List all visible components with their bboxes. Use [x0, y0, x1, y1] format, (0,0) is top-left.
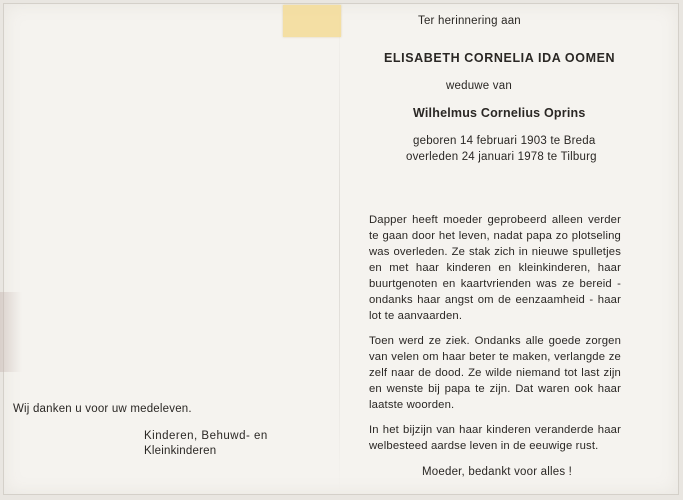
- signature-line-2: Kleinkinderen: [144, 445, 217, 457]
- eulogy-paragraph-1: Dapper heeft moeder geprobeerd alleen verder te gaan door het leven, nadat papa zo plotseling was overleden. Ze stak zich in nieuwe spulletjes en met haar kinderen en kleinkinderen, haar buurtgenoten en kaartvrienden was ze bereid - ondanks haar angst om de eenzaamheid - haar lot te aanvaarden.: [369, 214, 621, 322]
- relation-text: weduwe van: [446, 80, 512, 92]
- thanks-line: Wij danken u voor uw medeleven.: [13, 403, 192, 415]
- adhesive-tape: [283, 5, 341, 37]
- spouse-name: Wilhelmus Cornelius Oprins: [413, 106, 586, 120]
- edge-stain: [0, 292, 22, 372]
- death-line: overleden 24 januari 1978 te Tilburg: [406, 151, 597, 163]
- signature-line-1: Kinderen, Behuwd- en: [144, 430, 268, 442]
- eulogy-paragraph-2: Toen werd ze ziek. Ondanks alle goede zorgen van velen om haar beter te maken, verlangde ze zelf naar de dood. Ze wilde niemand tot last zijn en wenste bij papa te zijn. Dat waren ook haar laatste woorden.: [369, 335, 621, 411]
- closing-line: Moeder, bedankt voor alles !: [422, 466, 573, 478]
- eulogy-text: [369, 212, 621, 454]
- eulogy-paragraph-3: In het bijzijn van haar kinderen veranderde haar welbesteed aardse leven in de eeuwige rust.: [369, 424, 621, 452]
- header-intro: Ter herinnering aan: [418, 15, 521, 27]
- deceased-name: ELISABETH CORNELIA IDA OOMEN: [384, 51, 616, 65]
- birth-line: geboren 14 februari 1903 te Breda: [413, 135, 596, 147]
- card-fold-line: [339, 3, 340, 493]
